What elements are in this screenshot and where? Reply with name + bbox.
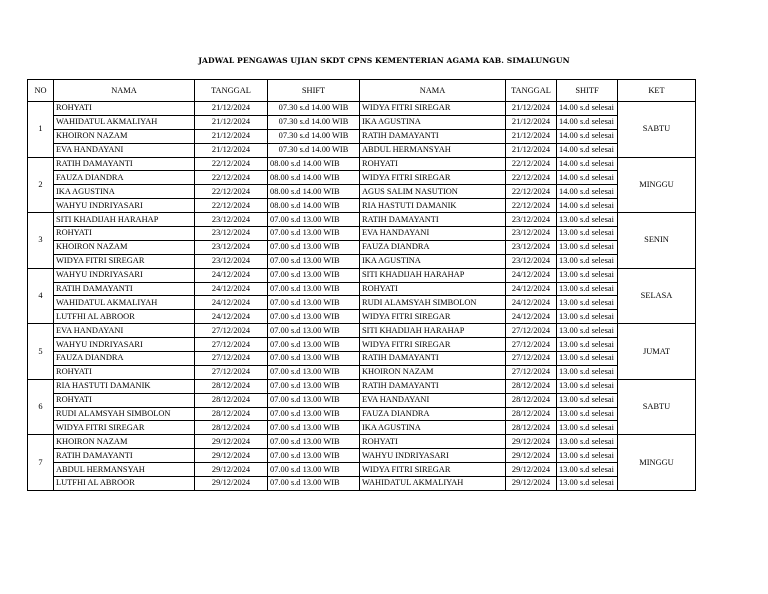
tanggal-cell-1: 27/12/2024 bbox=[195, 338, 268, 352]
nama-cell-2: ROHYATI bbox=[360, 435, 506, 449]
tanggal-cell-2: 29/12/2024 bbox=[506, 435, 557, 449]
tanggal-cell-2: 21/12/2024 bbox=[506, 129, 557, 143]
nama-cell-1: WIDYA FITRI SIREGAR bbox=[54, 254, 195, 268]
table-row bbox=[28, 421, 696, 435]
shift-cell-1: 07.30 s.d 14.00 WIB bbox=[268, 102, 360, 116]
nama-cell-1: ABDUL HERMANSYAH bbox=[54, 463, 195, 477]
nama-cell-2: FAUZA DIANDRA bbox=[360, 240, 506, 254]
header-nama-2: NAMA bbox=[360, 80, 506, 102]
nama-cell-2: AGUS SALIM NASUTION bbox=[360, 185, 506, 199]
header-ket: KET bbox=[618, 80, 696, 102]
shift-cell-2: 13.00 s.d selesai bbox=[557, 240, 618, 254]
tanggal-cell-1: 21/12/2024 bbox=[195, 129, 268, 143]
header-no: NO bbox=[28, 80, 54, 102]
tanggal-cell-2: 23/12/2024 bbox=[506, 254, 557, 268]
nama-cell-2: WIDYA FITRI SIREGAR bbox=[360, 310, 506, 324]
shift-cell-1: 07.00 s.d 13.00 WIB bbox=[268, 254, 360, 268]
nama-cell-1: KHOIRON NAZAM bbox=[54, 240, 195, 254]
group-number: 4 bbox=[28, 268, 54, 324]
ket-cell: SABTU bbox=[618, 102, 696, 158]
shift-cell-2: 13.00 s.d selesai bbox=[557, 379, 618, 393]
tanggal-cell-2: 21/12/2024 bbox=[506, 115, 557, 129]
table-row bbox=[28, 115, 696, 129]
table-row bbox=[28, 352, 696, 366]
table-row bbox=[28, 213, 696, 227]
shift-cell-2: 14.00 s.d selesai bbox=[557, 143, 618, 157]
tanggal-cell-1: 24/12/2024 bbox=[195, 310, 268, 324]
shift-cell-1: 07.00 s.d 13.00 WIB bbox=[268, 477, 360, 491]
header-row bbox=[28, 80, 696, 102]
nama-cell-1: ROHYATI bbox=[54, 227, 195, 241]
tanggal-cell-2: 28/12/2024 bbox=[506, 421, 557, 435]
nama-cell-2: FAUZA DIANDRA bbox=[360, 407, 506, 421]
shift-cell-2: 14.00 s.d selesai bbox=[557, 157, 618, 171]
tanggal-cell-2: 28/12/2024 bbox=[506, 379, 557, 393]
nama-cell-2: WAHYU INDRIYASARI bbox=[360, 449, 506, 463]
table-row bbox=[28, 435, 696, 449]
nama-cell-2: RATIH DAMAYANTI bbox=[360, 379, 506, 393]
nama-cell-1: WAHYU INDRIYASARI bbox=[54, 338, 195, 352]
document-title: JADWAL PENGAWAS UJIAN SKDT CPNS KEMENTERIAN AGAMA KAB. SIMALUNGUN bbox=[198, 56, 570, 65]
group-number: 1 bbox=[28, 102, 54, 158]
shift-cell-2: 13.00 s.d selesai bbox=[557, 268, 618, 282]
nama-cell-2: RATIH DAMAYANTI bbox=[360, 352, 506, 366]
nama-cell-1: LUTFHI AL ABROOR bbox=[54, 310, 195, 324]
shift-cell-2: 13.00 s.d selesai bbox=[557, 449, 618, 463]
nama-cell-2: ROHYATI bbox=[360, 157, 506, 171]
nama-cell-2: KHOIRON NAZAM bbox=[360, 365, 506, 379]
shift-cell-2: 13.00 s.d selesai bbox=[557, 227, 618, 241]
tanggal-cell-2: 27/12/2024 bbox=[506, 365, 557, 379]
tanggal-cell-1: 21/12/2024 bbox=[195, 143, 268, 157]
nama-cell-2: RIA HASTUTI DAMANIK bbox=[360, 199, 506, 213]
shift-cell-1: 08.00 s.d 14.00 WIB bbox=[268, 185, 360, 199]
tanggal-cell-1: 29/12/2024 bbox=[195, 477, 268, 491]
shift-cell-2: 13.00 s.d selesai bbox=[557, 435, 618, 449]
shift-cell-1: 07.00 s.d 13.00 WIB bbox=[268, 407, 360, 421]
tanggal-cell-1: 23/12/2024 bbox=[195, 254, 268, 268]
table-row bbox=[28, 199, 696, 213]
shift-cell-1: 07.00 s.d 13.00 WIB bbox=[268, 449, 360, 463]
table-row bbox=[28, 310, 696, 324]
shift-cell-1: 07.00 s.d 13.00 WIB bbox=[268, 421, 360, 435]
nama-cell-1: KHOIRON NAZAM bbox=[54, 435, 195, 449]
shift-cell-1: 07.00 s.d 13.00 WIB bbox=[268, 268, 360, 282]
nama-cell-2: WAHIDATUL AKMALIYAH bbox=[360, 477, 506, 491]
shift-cell-1: 07.00 s.d 13.00 WIB bbox=[268, 310, 360, 324]
nama-cell-2: RATIH DAMAYANTI bbox=[360, 129, 506, 143]
nama-cell-1: EVA HANDAYANI bbox=[54, 143, 195, 157]
shift-cell-1: 07.00 s.d 13.00 WIB bbox=[268, 296, 360, 310]
shift-cell-1: 07.00 s.d 13.00 WIB bbox=[268, 240, 360, 254]
tanggal-cell-1: 27/12/2024 bbox=[195, 324, 268, 338]
shift-cell-1: 07.00 s.d 13.00 WIB bbox=[268, 463, 360, 477]
table-row bbox=[28, 157, 696, 171]
nama-cell-1: WAHIDATUL AKMALIYAH bbox=[54, 296, 195, 310]
table-row bbox=[28, 185, 696, 199]
tanggal-cell-1: 22/12/2024 bbox=[195, 157, 268, 171]
tanggal-cell-2: 27/12/2024 bbox=[506, 352, 557, 366]
shift-cell-1: 07.30 s.d 14.00 WIB bbox=[268, 143, 360, 157]
nama-cell-1: FAUZA DIANDRA bbox=[54, 352, 195, 366]
shift-cell-2: 13.00 s.d selesai bbox=[557, 352, 618, 366]
shift-cell-1: 07.00 s.d 13.00 WIB bbox=[268, 435, 360, 449]
table-row bbox=[28, 268, 696, 282]
ket-cell: JUMAT bbox=[618, 324, 696, 380]
tanggal-cell-1: 23/12/2024 bbox=[195, 213, 268, 227]
tanggal-cell-2: 24/12/2024 bbox=[506, 310, 557, 324]
tanggal-cell-1: 28/12/2024 bbox=[195, 421, 268, 435]
tanggal-cell-1: 22/12/2024 bbox=[195, 171, 268, 185]
tanggal-cell-2: 27/12/2024 bbox=[506, 324, 557, 338]
nama-cell-2: ABDUL HERMANSYAH bbox=[360, 143, 506, 157]
nama-cell-1: LUTFHI AL ABROOR bbox=[54, 477, 195, 491]
shift-cell-2: 14.00 s.d selesai bbox=[557, 115, 618, 129]
nama-cell-2: EVA HANDAYANI bbox=[360, 227, 506, 241]
tanggal-cell-1: 24/12/2024 bbox=[195, 268, 268, 282]
tanggal-cell-2: 21/12/2024 bbox=[506, 102, 557, 116]
nama-cell-2: EVA HANDAYANI bbox=[360, 393, 506, 407]
group-number: 7 bbox=[28, 435, 54, 491]
nama-cell-2: RUDI ALAMSYAH SIMBOLON bbox=[360, 296, 506, 310]
table-row bbox=[28, 282, 696, 296]
tanggal-cell-2: 29/12/2024 bbox=[506, 477, 557, 491]
tanggal-cell-2: 24/12/2024 bbox=[506, 268, 557, 282]
tanggal-cell-1: 27/12/2024 bbox=[195, 352, 268, 366]
shift-cell-2: 13.00 s.d selesai bbox=[557, 282, 618, 296]
table-row bbox=[28, 379, 696, 393]
tanggal-cell-1: 28/12/2024 bbox=[195, 407, 268, 421]
nama-cell-1: RATIH DAMAYANTI bbox=[54, 282, 195, 296]
shift-cell-2: 13.00 s.d selesai bbox=[557, 421, 618, 435]
tanggal-cell-1: 22/12/2024 bbox=[195, 199, 268, 213]
shift-cell-1: 07.00 s.d 13.00 WIB bbox=[268, 379, 360, 393]
nama-cell-1: WIDYA FITRI SIREGAR bbox=[54, 421, 195, 435]
tanggal-cell-1: 23/12/2024 bbox=[195, 227, 268, 241]
nama-cell-1: KHOIRON NAZAM bbox=[54, 129, 195, 143]
tanggal-cell-2: 22/12/2024 bbox=[506, 199, 557, 213]
nama-cell-1: RIA HASTUTI DAMANIK bbox=[54, 379, 195, 393]
table-row bbox=[28, 338, 696, 352]
ket-cell: MINGGU bbox=[618, 157, 696, 213]
nama-cell-1: FAUZA DIANDRA bbox=[54, 171, 195, 185]
nama-cell-2: SITI KHADIJAH HARAHAP bbox=[360, 268, 506, 282]
table-row bbox=[28, 296, 696, 310]
shift-cell-2: 14.00 s.d selesai bbox=[557, 185, 618, 199]
table-row bbox=[28, 227, 696, 241]
shift-cell-2: 13.00 s.d selesai bbox=[557, 477, 618, 491]
tanggal-cell-1: 21/12/2024 bbox=[195, 115, 268, 129]
tanggal-cell-2: 23/12/2024 bbox=[506, 227, 557, 241]
shift-cell-2: 13.00 s.d selesai bbox=[557, 407, 618, 421]
tanggal-cell-2: 29/12/2024 bbox=[506, 463, 557, 477]
tanggal-cell-2: 22/12/2024 bbox=[506, 185, 557, 199]
schedule-table bbox=[27, 79, 696, 491]
shift-cell-1: 08.00 s.d 14.00 WIB bbox=[268, 157, 360, 171]
shift-cell-1: 07.00 s.d 13.00 WIB bbox=[268, 338, 360, 352]
ket-cell: SELASA bbox=[618, 268, 696, 324]
shift-cell-2: 14.00 s.d selesai bbox=[557, 171, 618, 185]
nama-cell-1: RUDI ALAMSYAH SIMBOLON bbox=[54, 407, 195, 421]
table-row bbox=[28, 477, 696, 491]
shift-cell-1: 07.00 s.d 13.00 WIB bbox=[268, 352, 360, 366]
nama-cell-1: WAHIDATUL AKMALIYAH bbox=[54, 115, 195, 129]
tanggal-cell-2: 24/12/2024 bbox=[506, 296, 557, 310]
tanggal-cell-2: 22/12/2024 bbox=[506, 171, 557, 185]
nama-cell-2: WIDYA FITRI SIREGAR bbox=[360, 338, 506, 352]
tanggal-cell-2: 28/12/2024 bbox=[506, 393, 557, 407]
shift-cell-2: 13.00 s.d selesai bbox=[557, 254, 618, 268]
tanggal-cell-2: 27/12/2024 bbox=[506, 338, 557, 352]
nama-cell-1: ROHYATI bbox=[54, 393, 195, 407]
shift-cell-2: 13.00 s.d selesai bbox=[557, 338, 618, 352]
table-row bbox=[28, 102, 696, 116]
table-row bbox=[28, 407, 696, 421]
table-row bbox=[28, 143, 696, 157]
header-tanggal-1: TANGGAL bbox=[195, 80, 268, 102]
nama-cell-2: RATIH DAMAYANTI bbox=[360, 213, 506, 227]
shift-cell-2: 13.00 s.d selesai bbox=[557, 324, 618, 338]
table-row bbox=[28, 254, 696, 268]
tanggal-cell-1: 28/12/2024 bbox=[195, 379, 268, 393]
header-shift-1: SHIFT bbox=[268, 80, 360, 102]
header-shift-2: SHITF bbox=[557, 80, 618, 102]
nama-cell-1: IKA AGUSTINA bbox=[54, 185, 195, 199]
table-row bbox=[28, 129, 696, 143]
tanggal-cell-1: 27/12/2024 bbox=[195, 365, 268, 379]
shift-cell-2: 13.00 s.d selesai bbox=[557, 213, 618, 227]
group-number: 2 bbox=[28, 157, 54, 213]
shift-cell-1: 07.30 s.d 14.00 WIB bbox=[268, 115, 360, 129]
shift-cell-2: 13.00 s.d selesai bbox=[557, 393, 618, 407]
ket-cell: SABTU bbox=[618, 379, 696, 435]
header-nama-1: NAMA bbox=[54, 80, 195, 102]
nama-cell-2: IKA AGUSTINA bbox=[360, 421, 506, 435]
ket-cell: SENIN bbox=[618, 213, 696, 269]
shift-cell-1: 07.30 s.d 14.00 WIB bbox=[268, 129, 360, 143]
nama-cell-1: ROHYATI bbox=[54, 102, 195, 116]
shift-cell-1: 08.00 s.d 14.00 WIB bbox=[268, 171, 360, 185]
shift-cell-2: 13.00 s.d selesai bbox=[557, 296, 618, 310]
shift-cell-2: 13.00 s.d selesai bbox=[557, 463, 618, 477]
table-row bbox=[28, 240, 696, 254]
shift-cell-2: 14.00 s.d selesai bbox=[557, 102, 618, 116]
nama-cell-1: SITI KHADIJAH HARAHAP bbox=[54, 213, 195, 227]
nama-cell-1: RATIH DAMAYANTI bbox=[54, 449, 195, 463]
tanggal-cell-1: 24/12/2024 bbox=[195, 296, 268, 310]
ket-cell: MINGGU bbox=[618, 435, 696, 491]
table-row bbox=[28, 171, 696, 185]
group-number: 5 bbox=[28, 324, 54, 380]
tanggal-cell-1: 22/12/2024 bbox=[195, 185, 268, 199]
group-number: 6 bbox=[28, 379, 54, 435]
tanggal-cell-2: 22/12/2024 bbox=[506, 157, 557, 171]
nama-cell-2: WIDYA FITRI SIREGAR bbox=[360, 102, 506, 116]
tanggal-cell-1: 23/12/2024 bbox=[195, 240, 268, 254]
tanggal-cell-1: 21/12/2024 bbox=[195, 102, 268, 116]
tanggal-cell-1: 29/12/2024 bbox=[195, 449, 268, 463]
shift-cell-2: 14.00 s.d selesai bbox=[557, 199, 618, 213]
group-number: 3 bbox=[28, 213, 54, 269]
tanggal-cell-1: 24/12/2024 bbox=[195, 282, 268, 296]
shift-cell-1: 07.00 s.d 13.00 WIB bbox=[268, 213, 360, 227]
schedule-body bbox=[28, 102, 696, 491]
tanggal-cell-2: 23/12/2024 bbox=[506, 240, 557, 254]
header-tanggal-2: TANGGAL bbox=[506, 80, 557, 102]
nama-cell-2: IKA AGUSTINA bbox=[360, 254, 506, 268]
nama-cell-1: ROHYATI bbox=[54, 365, 195, 379]
table-row bbox=[28, 463, 696, 477]
nama-cell-1: WAHYU INDRIYASARI bbox=[54, 199, 195, 213]
tanggal-cell-2: 28/12/2024 bbox=[506, 407, 557, 421]
shift-cell-1: 07.00 s.d 13.00 WIB bbox=[268, 324, 360, 338]
shift-cell-2: 14.00 s.d selesai bbox=[557, 129, 618, 143]
shift-cell-1: 07.00 s.d 13.00 WIB bbox=[268, 282, 360, 296]
nama-cell-1: RATIH DAMAYANTI bbox=[54, 157, 195, 171]
table-row bbox=[28, 393, 696, 407]
tanggal-cell-2: 21/12/2024 bbox=[506, 143, 557, 157]
shift-cell-1: 08.00 s.d 14.00 WIB bbox=[268, 199, 360, 213]
tanggal-cell-2: 29/12/2024 bbox=[506, 449, 557, 463]
nama-cell-2: WIDYA FITRI SIREGAR bbox=[360, 171, 506, 185]
shift-cell-1: 07.00 s.d 13.00 WIB bbox=[268, 227, 360, 241]
table-row bbox=[28, 449, 696, 463]
table-row bbox=[28, 324, 696, 338]
tanggal-cell-2: 24/12/2024 bbox=[506, 282, 557, 296]
tanggal-cell-1: 28/12/2024 bbox=[195, 393, 268, 407]
shift-cell-2: 13.00 s.d selesai bbox=[557, 310, 618, 324]
nama-cell-2: WIDYA FITRI SIREGAR bbox=[360, 463, 506, 477]
shift-cell-1: 07.00 s.d 13.00 WIB bbox=[268, 393, 360, 407]
shift-cell-1: 07.00 s.d 13.00 WIB bbox=[268, 365, 360, 379]
shift-cell-2: 13.00 s.d selesai bbox=[557, 365, 618, 379]
nama-cell-2: IKA AGUSTINA bbox=[360, 115, 506, 129]
tanggal-cell-2: 23/12/2024 bbox=[506, 213, 557, 227]
nama-cell-1: WAHYU INDRIYASARI bbox=[54, 268, 195, 282]
nama-cell-2: ROHYATI bbox=[360, 282, 506, 296]
tanggal-cell-1: 29/12/2024 bbox=[195, 463, 268, 477]
nama-cell-1: EVA HANDAYANI bbox=[54, 324, 195, 338]
tanggal-cell-1: 29/12/2024 bbox=[195, 435, 268, 449]
table-row bbox=[28, 365, 696, 379]
nama-cell-2: SITI KHADIJAH HARAHAP bbox=[360, 324, 506, 338]
